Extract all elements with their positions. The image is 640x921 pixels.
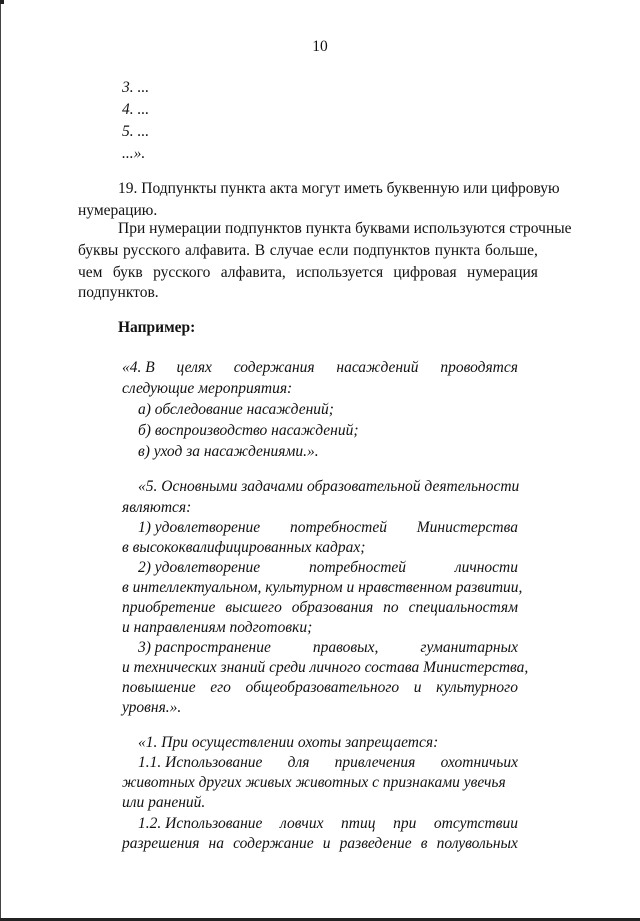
list-item: 3. ... <box>122 79 150 96</box>
example-4-line: следующие мероприятия: <box>122 380 293 397</box>
word: подпунктов <box>353 242 431 259</box>
word: и <box>322 835 331 852</box>
paragraph-letters-line <box>78 241 538 261</box>
example-5-item-2 <box>138 558 518 578</box>
word: если <box>318 242 349 259</box>
list-item: 5. ... <box>122 123 150 140</box>
example-hunt-item-2-line <box>122 834 518 854</box>
word: целях <box>176 359 212 376</box>
word: повышение <box>122 679 196 696</box>
example-5-item-2-line: в интеллектуальном, культурном и нравственном развитии, <box>122 579 523 596</box>
word: высшего <box>225 599 282 616</box>
word: Министерства <box>416 519 518 536</box>
word: и <box>413 679 422 696</box>
word: случае <box>269 242 314 259</box>
example-hunt-line: «1. При осуществлении охоты запрещается: <box>138 734 439 751</box>
word: русского <box>153 264 211 281</box>
word: нумерация <box>467 264 538 281</box>
example-4-line <box>122 358 518 378</box>
example-5-item-2-line: и направлениям подготовки; <box>122 619 313 636</box>
example-4-item: а) обследование насаждений; <box>138 401 334 418</box>
paragraph-letters-line: подпунктов. <box>78 284 159 301</box>
word: его <box>210 679 231 696</box>
word: цифровая <box>393 264 457 281</box>
scan-edge-left <box>0 0 1 921</box>
word: потребностей <box>308 559 407 576</box>
example-5-item-1-line: в высококвалифицированных кадрах; <box>122 539 366 556</box>
word: охотничьих <box>440 754 518 771</box>
word: личности <box>454 559 518 576</box>
word: содержание <box>233 835 314 852</box>
example-hunt-item-2 <box>138 814 518 834</box>
paragraph-19-line: 19. Подпункты пункта акта могут иметь буквенную или цифровую <box>118 180 560 197</box>
example-5-item-2-line <box>122 598 518 618</box>
example-5-item-3-line: уровня.». <box>122 699 182 716</box>
scan-corner-mark <box>0 0 4 4</box>
word: буквы <box>78 242 119 259</box>
word: алфавита, <box>220 264 286 281</box>
word: потребностей <box>289 519 387 536</box>
example-hunt-item-1-line: животных других живых животных с признаками увечья <box>122 774 506 791</box>
word: пункта <box>434 242 481 259</box>
word: В <box>254 242 266 259</box>
word: «4. В <box>122 359 155 376</box>
example-hunt-item-1-line: или ранений. <box>122 794 206 811</box>
example-heading: Например: <box>118 319 196 336</box>
example-4-item: в) уход за насаждениями.». <box>138 443 319 460</box>
example-5-item-3-line: и технических знаний среди личного состава Министерства, <box>122 659 529 676</box>
word: при <box>393 815 417 832</box>
example-hunt-item-1 <box>138 753 518 773</box>
word: полувольных <box>436 835 518 852</box>
word: 2) удовлетворение <box>138 559 261 576</box>
example-5-item-3 <box>138 638 518 658</box>
word: русского <box>123 242 181 259</box>
word: на <box>208 835 224 852</box>
word: специальностям <box>408 599 518 616</box>
word: правовых, <box>312 639 379 656</box>
word: 1.1. Использование <box>138 754 263 771</box>
word: чем <box>78 264 103 281</box>
word: ловчих <box>280 815 324 832</box>
paragraph-letters-line <box>78 263 538 283</box>
page-number: 10 <box>312 38 328 55</box>
word: птиц <box>341 815 376 832</box>
example-5-line: «5. Основными задачами образовательной деятельности <box>138 478 520 495</box>
paragraph-letters-line: При нумерации подпунктов пункта буквами используются строчные <box>118 220 572 237</box>
example-5-item-3-line <box>122 678 518 698</box>
word: по <box>383 599 399 616</box>
word: разрешения <box>122 835 200 852</box>
word: насаждений <box>336 359 419 376</box>
word: привлечения <box>334 754 416 771</box>
word: общеобразовательного <box>245 679 400 696</box>
word: 1.2. Использование <box>138 815 263 832</box>
list-item: 4. ... <box>122 101 150 118</box>
word: проводятся <box>440 359 518 376</box>
word: разведение <box>339 835 412 852</box>
word: образования <box>291 599 374 616</box>
word: алфавита. <box>185 242 251 259</box>
word: культурного <box>436 679 518 696</box>
word: приобретение <box>122 599 216 616</box>
word: в <box>420 835 428 852</box>
word: используется <box>296 264 384 281</box>
example-5-item-1 <box>138 518 518 538</box>
word: больше, <box>485 242 538 259</box>
word: 1) удовлетворение <box>138 519 261 536</box>
word: букв <box>112 264 143 281</box>
list-item: ...». <box>122 145 146 162</box>
paragraph-19-line: нумерацию. <box>78 202 158 219</box>
word: гуманитарных <box>420 639 518 656</box>
example-5-line: являются: <box>122 499 192 516</box>
example-4-item: б) воспроизводство насаждений; <box>138 422 359 439</box>
word: содержания <box>233 359 315 376</box>
word: для <box>287 754 310 771</box>
word: 3) распространение <box>138 639 271 656</box>
word: отсутствии <box>433 815 518 832</box>
